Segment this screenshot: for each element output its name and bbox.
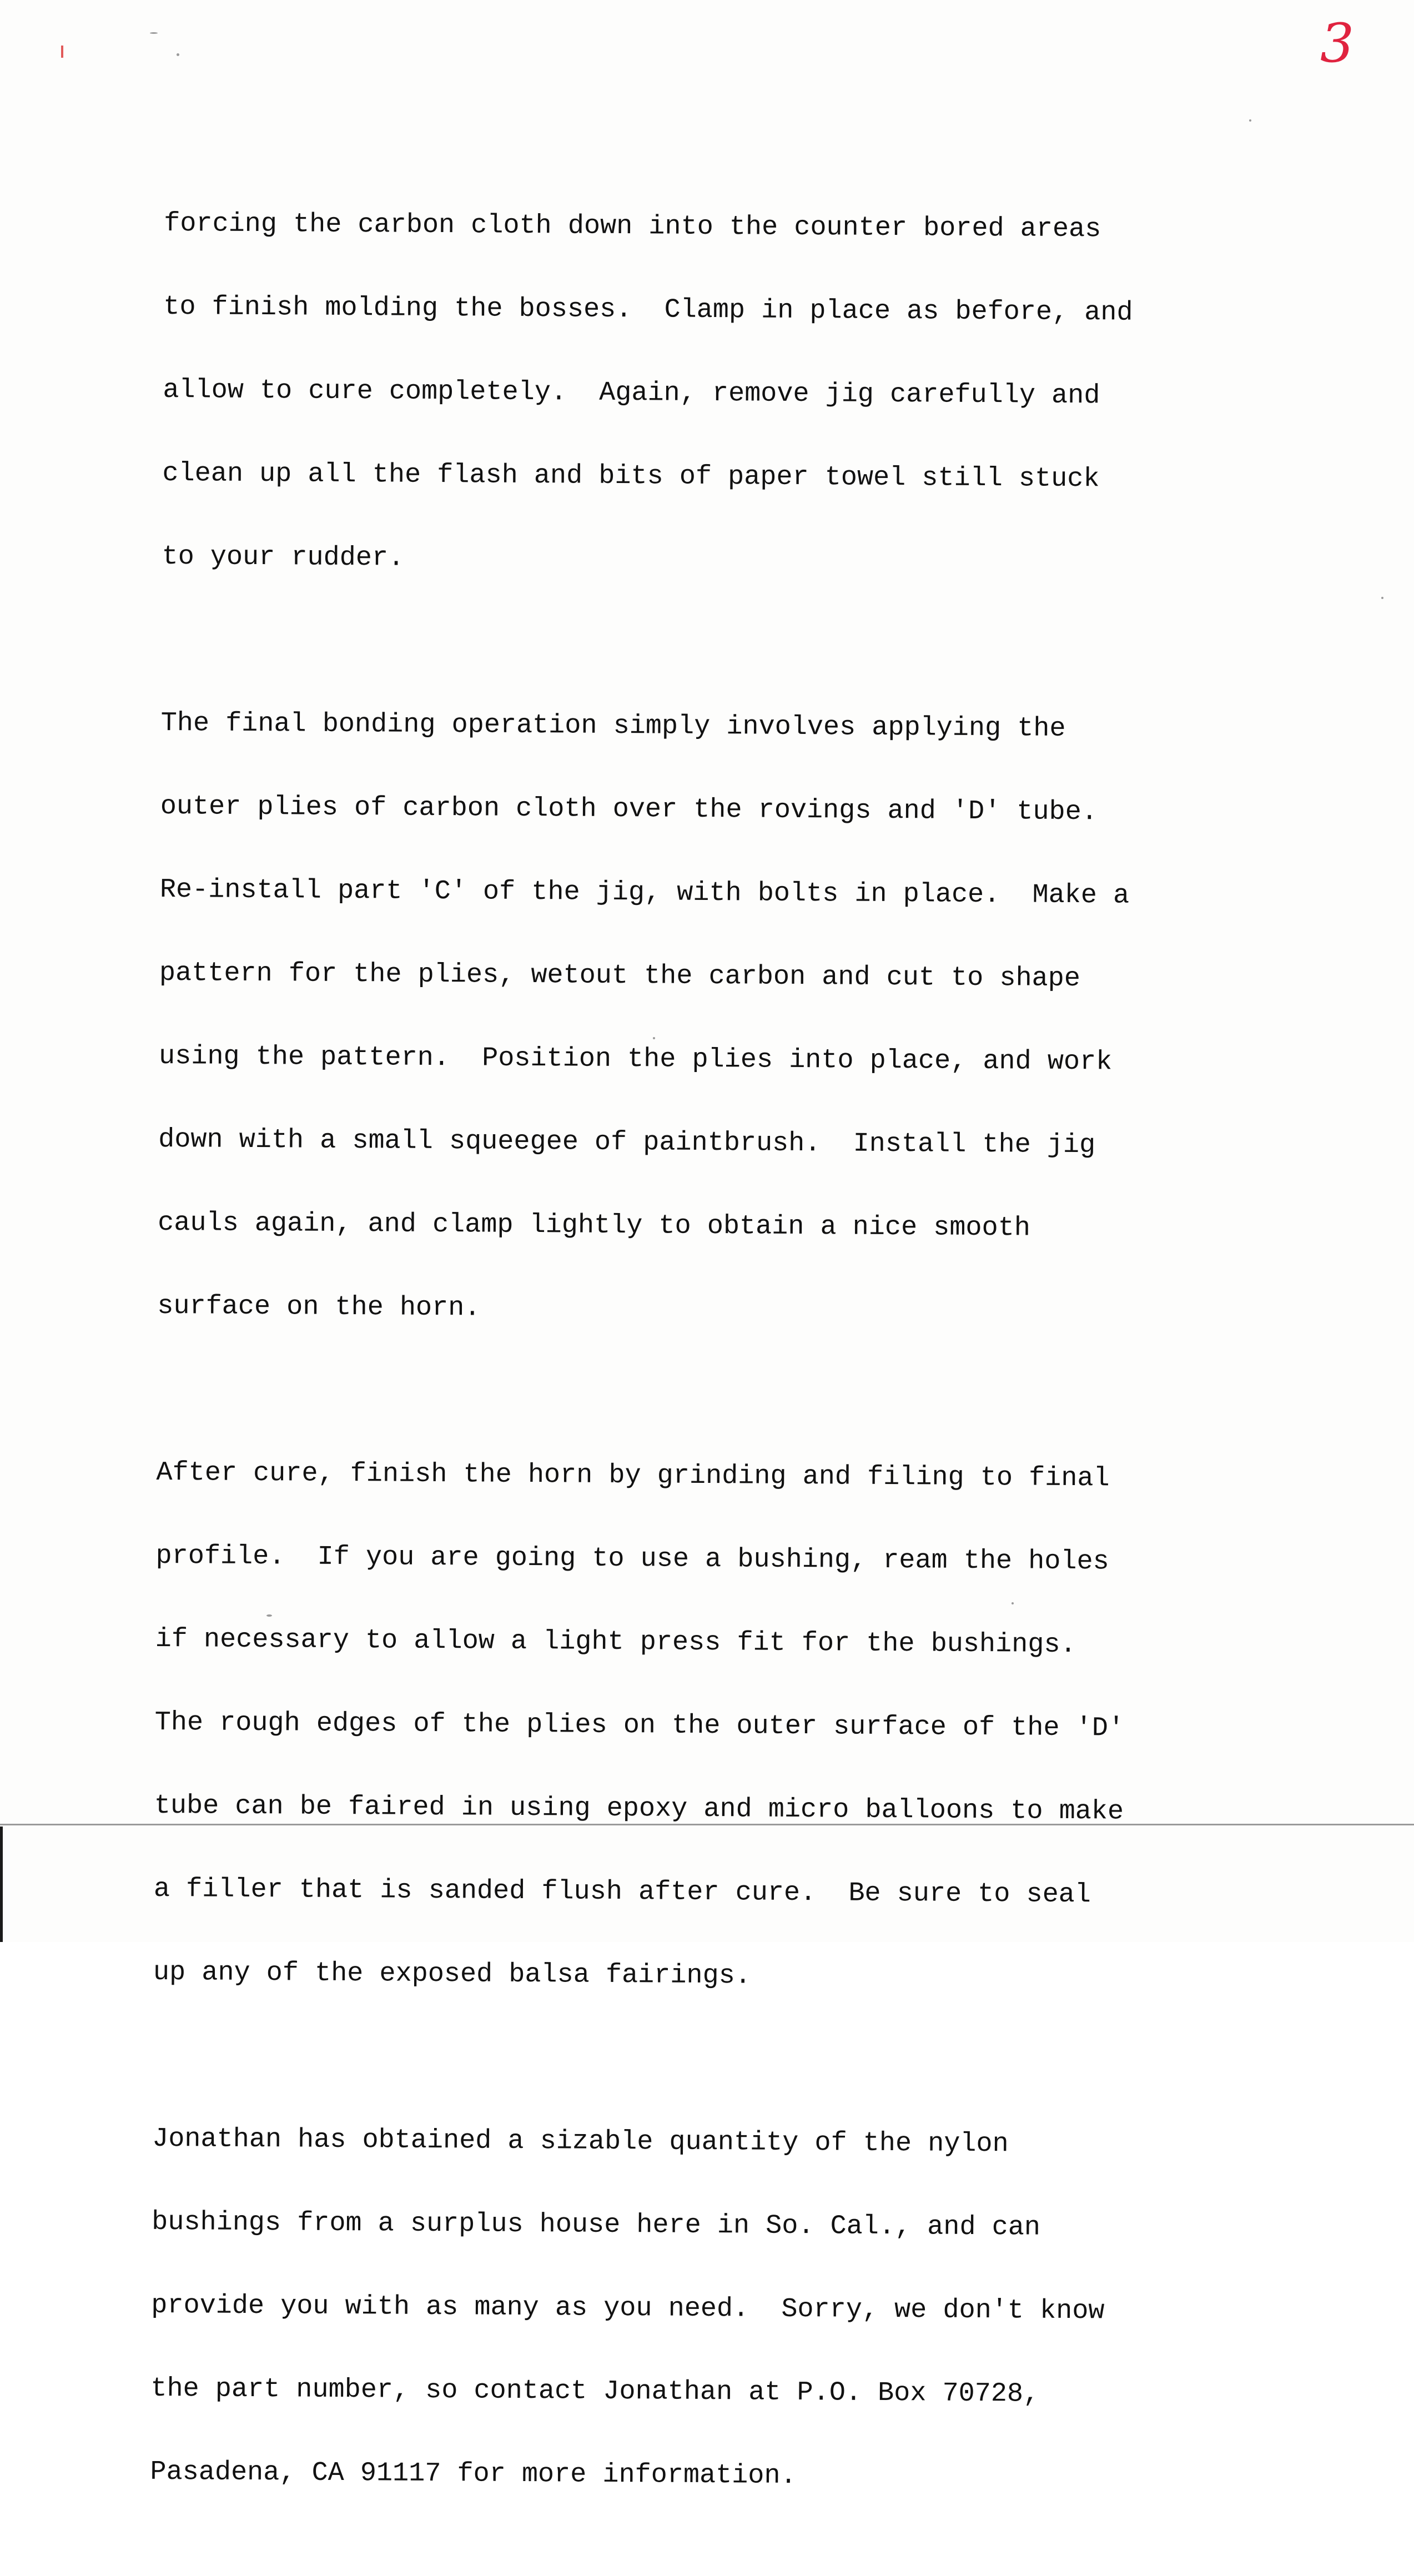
text-line: The rough edges of the plies on the outer surface of the 'D' — [154, 1707, 1125, 1744]
scan-speck — [1249, 119, 1251, 122]
text-line: clean up all the flash and bits of paper towel still stuck — [162, 457, 1100, 495]
text-line: provide you with as many as you need. Sorry, we don't know — [151, 2290, 1105, 2327]
text-line: cauls again, and clamp lightly to obtain a nice smooth — [158, 1207, 1031, 1244]
text-line: pattern for the plies, wetout the carbon and cut to shape — [159, 957, 1081, 994]
text-line: Re-install part 'C' of the jig, with bolts in place. Make a — [159, 874, 1130, 911]
page-number: 3 — [1320, 12, 1355, 74]
text-line: The final bonding operation simply involves applying the — [160, 707, 1066, 744]
text-line: Pasadena, CA 91117 for more information. — [150, 2456, 797, 2492]
text-line: After cure, finish the horn by grinding and filing to final — [156, 1457, 1110, 1494]
body-text — [149, 154, 1275, 2576]
scan-mark — [61, 46, 63, 58]
page-edge-line — [0, 1824, 1414, 1825]
scan-speck — [177, 53, 179, 56]
paragraph — [153, 1403, 1267, 2049]
text-line: up any of the exposed balsa fairings. — [153, 1956, 752, 1991]
text-line: to your rudder. — [162, 541, 405, 573]
scan-speck — [653, 1037, 655, 1039]
text-line: tube can be faired in using epoxy and micro balloons to make — [154, 1790, 1124, 1827]
paragraph — [157, 654, 1272, 1382]
text-line: bushings from a surplus house here in So. Cal., and can — [152, 2206, 1041, 2243]
scan-speck — [1012, 1602, 1014, 1604]
text-line: the part number, so contact Jonathan at P.O. Box 70728, — [150, 2373, 1040, 2409]
text-line: outer plies of carbon cloth over the rovings and 'D' tube. — [160, 791, 1098, 828]
paragraph — [150, 2070, 1263, 2548]
text-line: surface on the horn. — [157, 1290, 481, 1324]
paragraph — [162, 154, 1275, 633]
scan-speck — [1381, 597, 1383, 599]
text-line: down with a small squeegee of paintbrush. Install the jig — [158, 1124, 1096, 1161]
scan-edge-mark — [0, 1827, 3, 1942]
text-line: allow to cure completely. Again, remove jig carefully and — [163, 374, 1100, 411]
scan-speck — [266, 1614, 272, 1617]
text-line: Jonathan has obtained a sizable quantity of the nylon — [152, 2123, 1009, 2160]
text-line: forcing the carbon cloth down into the counter bored areas — [164, 208, 1101, 245]
text-line: if necessary to allow a light press fit for the bushings. — [155, 1623, 1076, 1661]
scan-speck — [150, 32, 158, 34]
text-line: a filler that is sanded flush after cure. Be sure to seal — [153, 1873, 1091, 1910]
text-line: using the pattern. Position the plies into place, and work — [158, 1040, 1113, 1078]
text-line: profile. If you are going to use a bushing, ream the holes — [155, 1540, 1109, 1577]
text-line: to finish molding the bosses. Clamp in place as before, and — [163, 291, 1133, 328]
